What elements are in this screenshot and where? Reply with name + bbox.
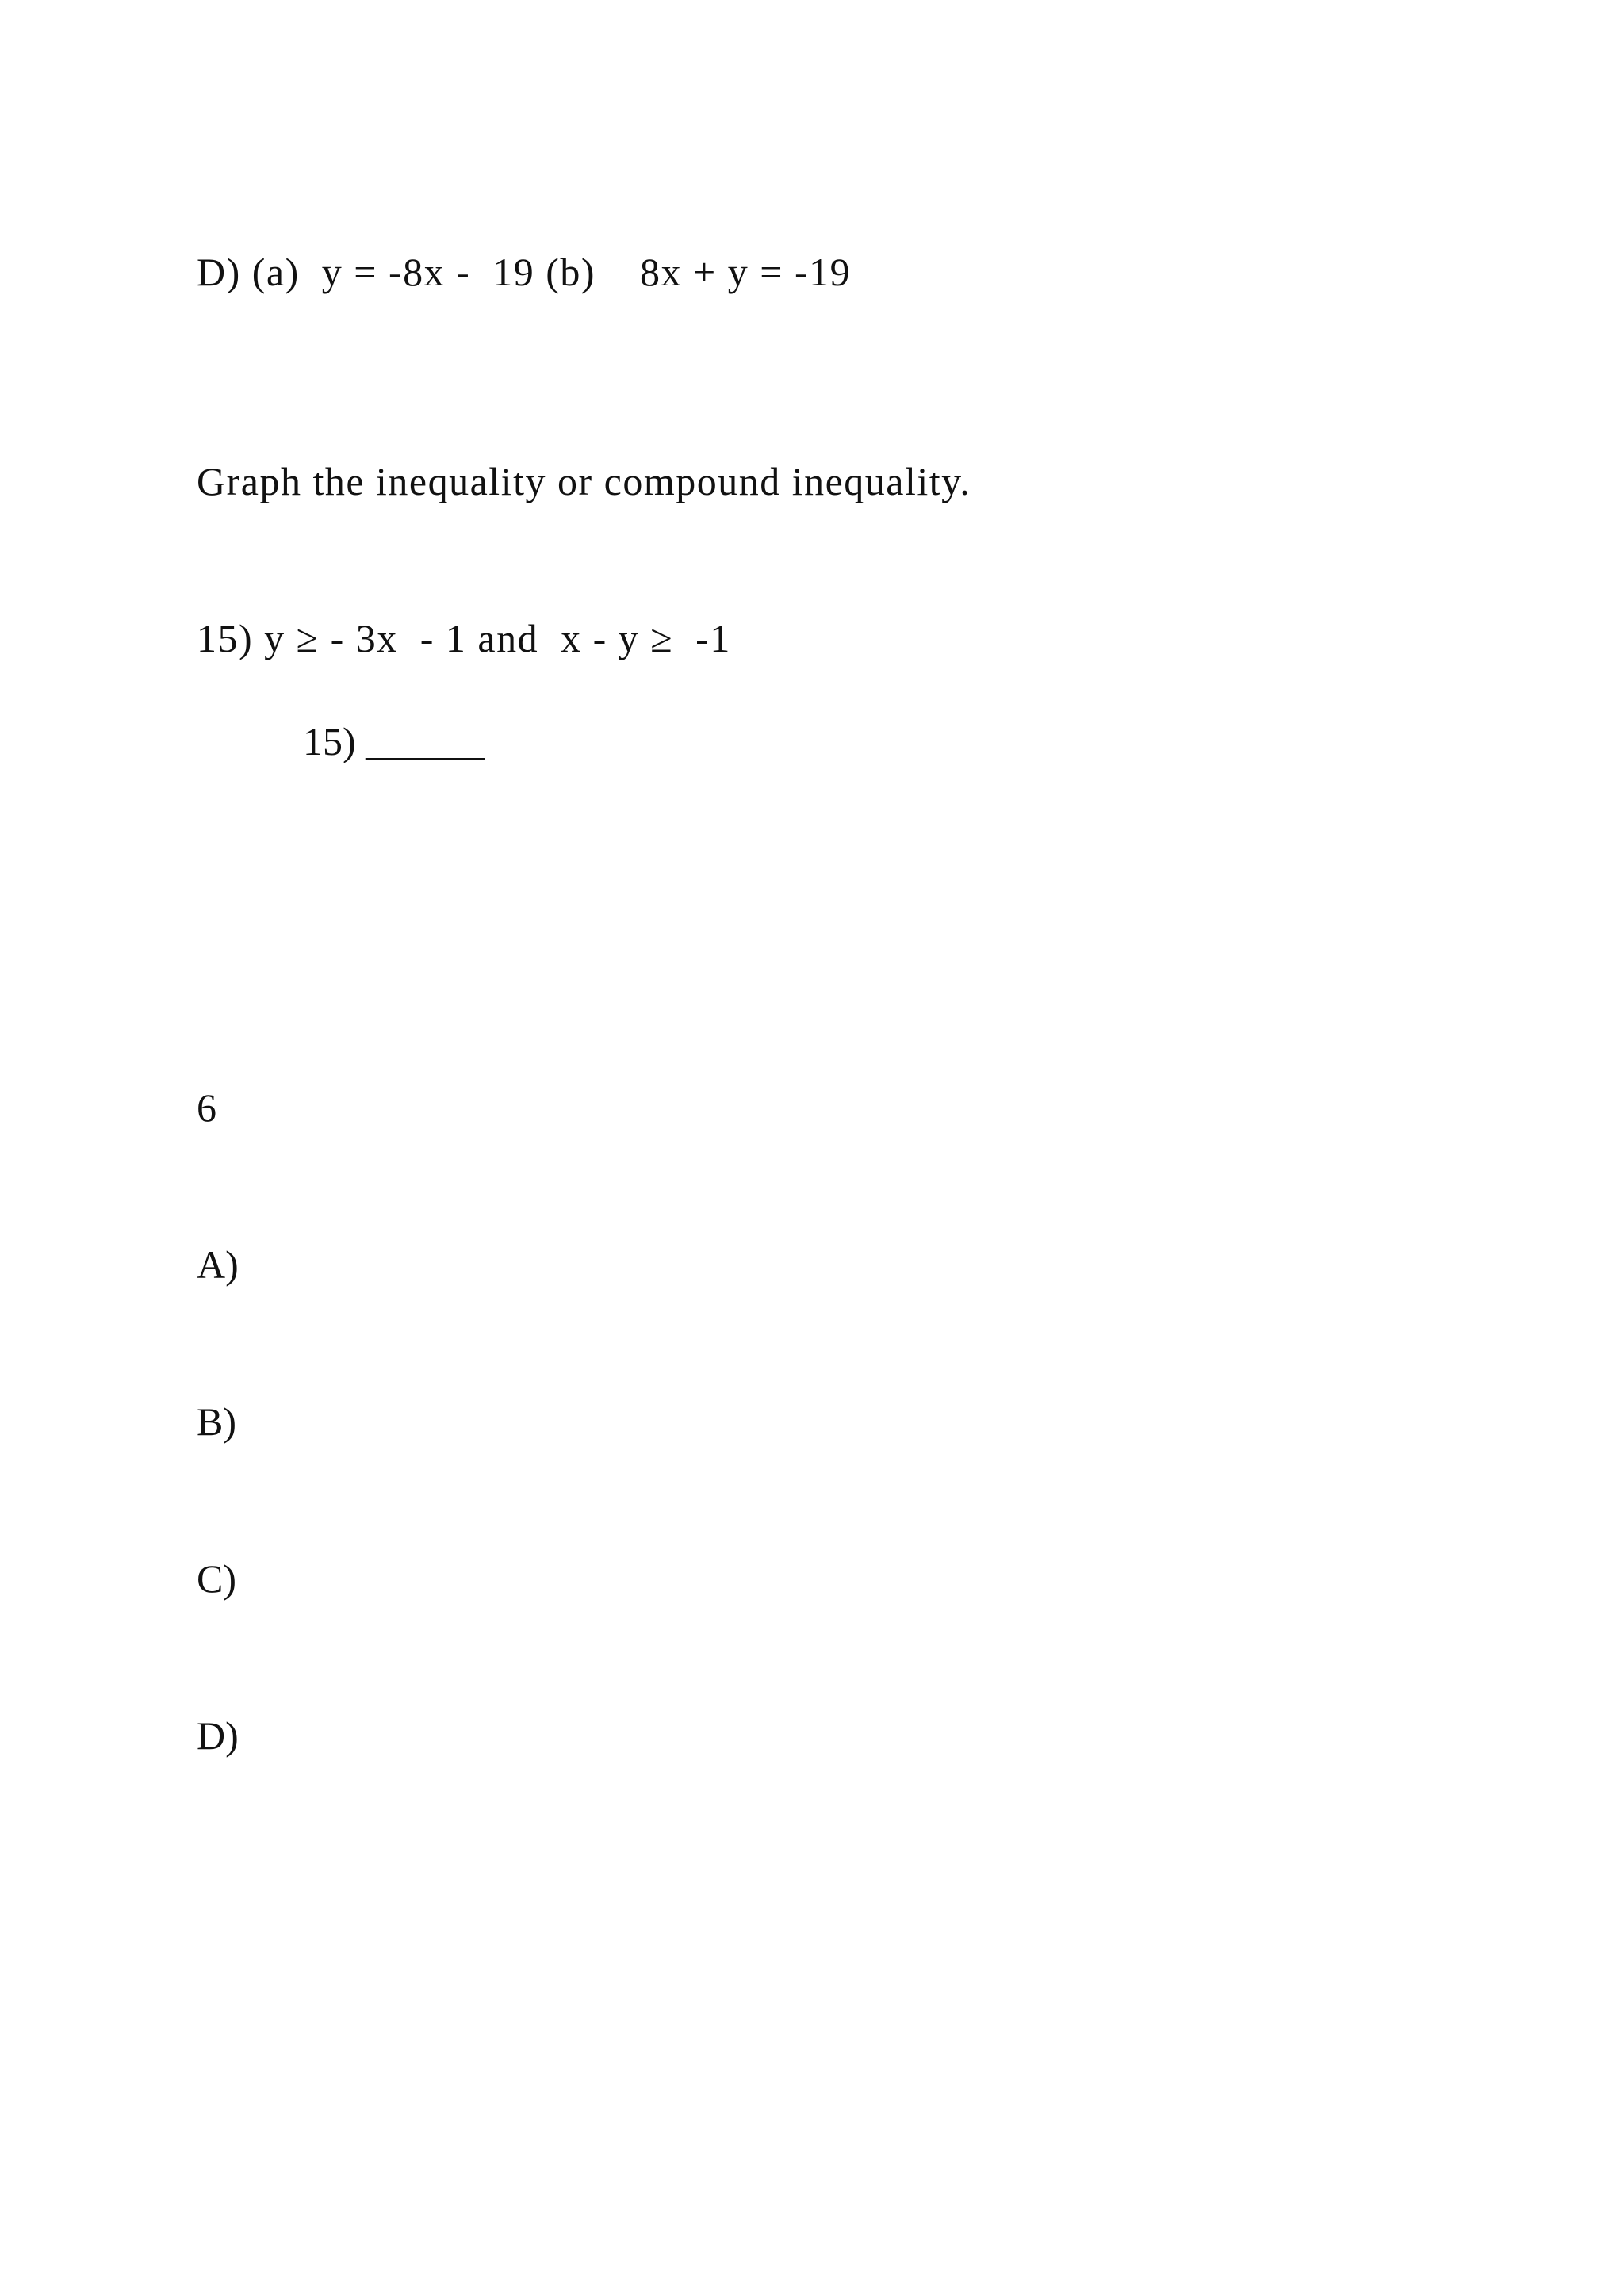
section-instruction: Graph the inequality or compound inequality. — [197, 459, 971, 503]
previous-choice-d: D) (a) y = -8x - 19 (b) 8x + y = -19 — [197, 250, 852, 294]
answer-slot — [303, 721, 485, 761]
choice-b-label: B) — [197, 1399, 236, 1444]
choice-d-label: D) — [197, 1713, 239, 1758]
choice-a-label: A) — [197, 1242, 239, 1287]
page-number: 6 — [197, 1085, 216, 1130]
answer-blank: ______ — [366, 719, 485, 763]
answer-label: 15) — [303, 719, 356, 763]
question-15-text: 15) y ≥ - 3x - 1 and x - y ≥ -1 — [197, 616, 731, 660]
choice-c-label: C) — [197, 1556, 236, 1601]
